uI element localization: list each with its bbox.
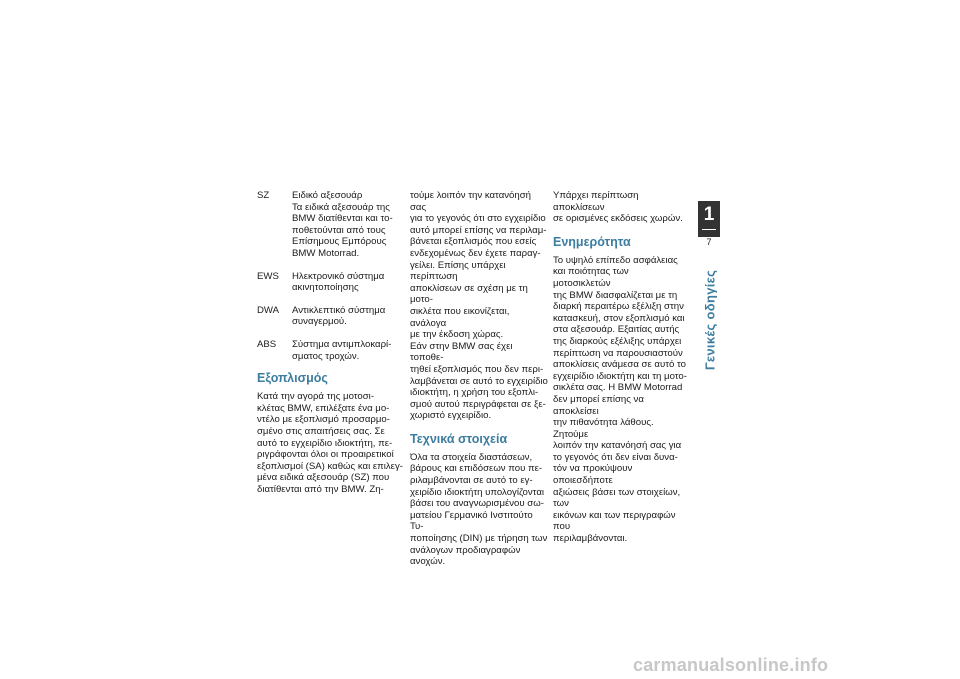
abbreviation-term: ABS [257,338,277,350]
abbreviation-description: Αντικλεπτικό σύστημα συναγερμού. [292,304,386,328]
abbreviation-item [257,190,407,260]
column-2 [410,190,548,568]
abbreviation-item [257,305,407,328]
abbreviation-term: EWS [257,270,279,282]
abbreviation-term: SZ [257,190,270,201]
technical-data-paragraph: Όλα τα στοιχεία διαστάσεων, βάρους και επιδόσεων που πε- ριλαμβάνονται σε αυτό το εγ- χειρίδιο ιδιοκτήτη υπολογίζονται βάσει του αναγνωρισμένου σω- ματείου Γερμανικό Ινστιτούτο Τυ- ποποίησης (DIN) με τήρηση των ανάλογων προδιαγραφών ανοχών. [410,451,548,568]
equipment-heading: Εξοπλισμός [257,371,328,386]
abbreviation-item [257,339,407,362]
currency-heading: Ενημερότητα [553,234,631,249]
equipment-paragraph-continued: τούμε λοιπόν την κατανόησή σας για το γεγονός ότι στο εγχειρίδιο αυτό μπορεί επίσης να περιλαμ- βάνεται εξοπλισμός που εσείς ενδεχομένως δεν έχετε παραγ- γείλει. Επίσης υπάρχει περίπτωση αποκλίσεων σε σχέση με τη μοτο- σικλέτα που εικονίζεται, ανάλογα με την έκδοση χώρας. Εάν στην BMW σας έχει τοποθε- τηθεί εξοπλισμός που δεν περι- λαμβάνεται σε αυτό το εγχειρίδιο ιδιοκτήτη, η χρήση του εξοπλι- σμού αυτού περιγράφεται σε ξε- χωριστό εγχειρίδιο. [410,190,548,422]
currency-paragraph: Το υψηλό επίπεδο ασφάλειας και ποιότητας των μοτοσικλετών της BMW διασφαλίζεται με τη διαρκή περαιτέρω εξέλιξη στην κατασκευή, στον εξοπλισμό και στα αξεσουάρ. Εξαιτίας αυτής της διαρκούς εξέλιξης υπάρχει περίπτωση να παρουσιαστούν αποκλίσεις ανάμεσα σε αυτό το εγχειρίδιο ιδιοκτήτη και τη μοτο- σικλέτα σας. Η BMW Motorrad δεν μπορεί επίσης να αποκλείσει την πιθανότητα λάθους. Ζητούμε λοιπόν την κατανόησή σας για το γεγονός ότι δεν είναι δυνα- τόν να προκύψουν οποιεσδήποτε αξιώσεις βάσει των στοιχείων, των εικόνων και των περιγραφών που περιλαμβάνονται. [553,254,687,545]
deviation-paragraph: Υπάρχει περίπτωση αποκλίσεων σε ορισμένες εκδόσεις χωρών. [553,190,683,225]
column-1 [257,190,405,495]
abbreviation-item [257,271,407,294]
abbreviation-description: Σύστημα αντιμπλοκαρί- σματος τροχών. [292,338,392,362]
abbreviation-list [257,190,407,362]
page-number: 7 [706,237,712,247]
equipment-paragraph: Κατά την αγορά της μοτοσι- κλέτας BMW, επιλέξατε ένα μο- ντέλο με εξοπλισμό προσαρμο- σμένο στις απαιτήσεις σας. Σε αυτό το εγχειρίδιο ιδιοκτήτη, πε- ριγράφονται όλοι οι προαιρετικοί εξοπλισμοί (SA) καθώς και επιλεγ- μένα ειδικά αξεσουάρ (SZ) που διατίθενται από την BMW. Ζη- [257,391,403,495]
abbreviation-term: DWA [257,304,280,316]
chapter-title: Γενικές οδηγίες [702,269,718,371]
column-3 [553,190,688,545]
abbreviation-description: Ειδικό αξεσουάρ Τα ειδικά αξεσουάρ της BMW διατίθενται και το- ποθετούνται από τους Επίσημους Εμπόρους BMW Motorrad. [292,190,393,259]
chapter-divider [702,229,716,230]
abbreviation-description: Ηλεκτρονικό σύστημα ακινητοποίησης [292,270,385,294]
watermark: carmanualsonline.info [633,655,829,675]
technical-data-heading: Τεχνικά στοιχεία [410,431,508,446]
chapter-tab: 1 [698,201,720,237]
